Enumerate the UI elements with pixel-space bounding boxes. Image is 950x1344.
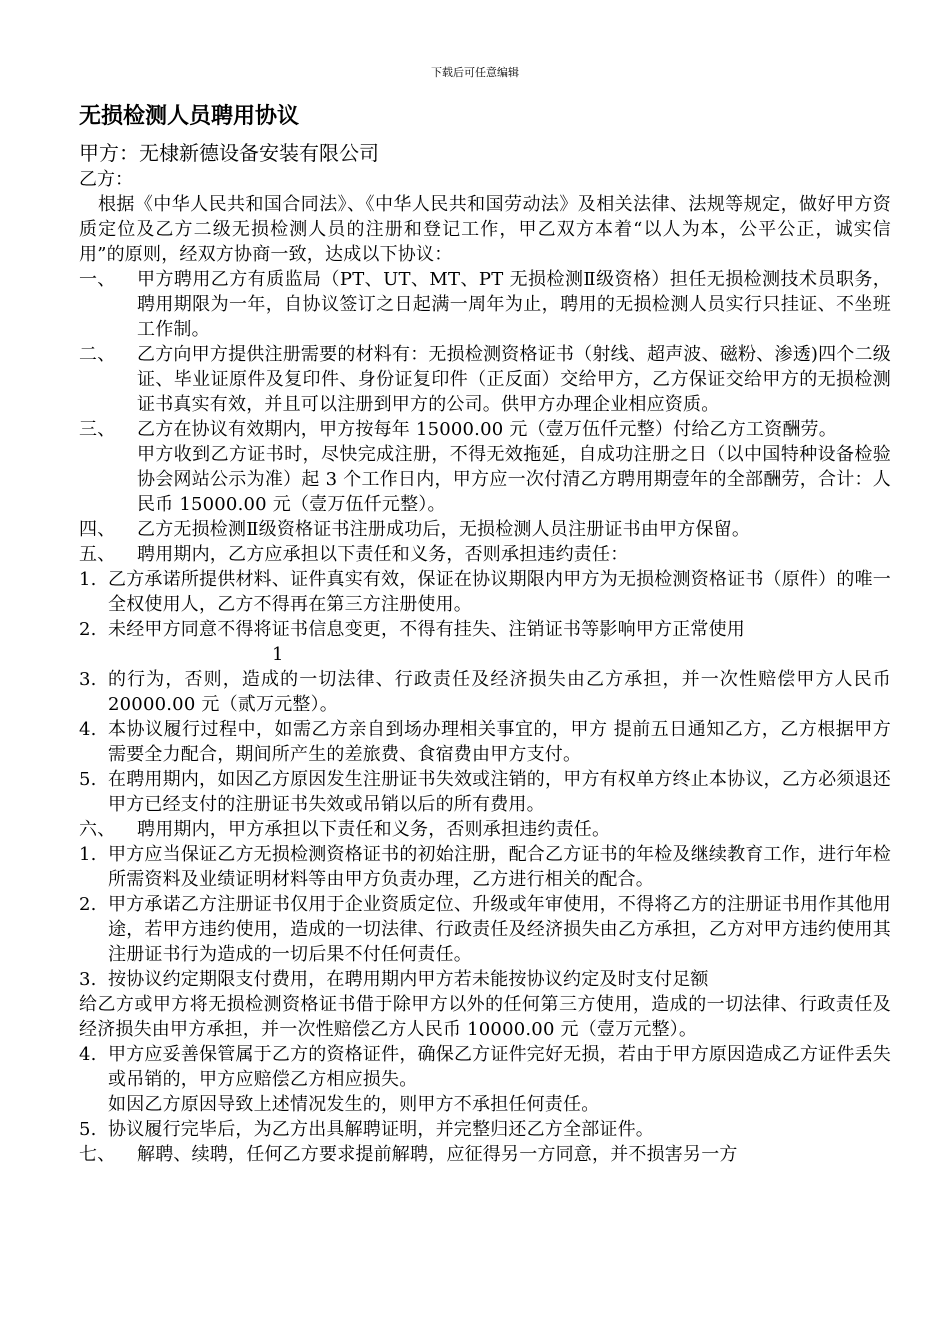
section-3 [79,417,891,442]
item-text: 协议履行完毕后，为乙方出具解聘证明，并完整归还乙方全部证件。 [108,1119,654,1140]
section-text: 解聘、续聘，任何乙方要求提前解聘，应征得另一方同意，并不损害另一方 [137,1144,738,1165]
section-4 [79,517,891,542]
document-title: 无损检测人员聘用协议 [79,103,300,129]
section-6-item-4-extra: 如因乙方原因导致上述情况发生的，则甲方不承担任何责任。 [108,1094,600,1115]
section-number: 一、 [79,269,116,290]
section-number: 二、 [79,344,116,365]
section-6-item-3-continuation: 给乙方或甲方将无损检测资格证书借于除甲方以外的任何第三方使用，造成的一切法律、行政责任及经济损失由甲方承担，并一次性赔偿乙方人民币 10000.00 元（壹万元整）。 [79,994,891,1040]
page-number: 1 [272,644,284,665]
section-5-item-2 [79,617,891,642]
section-number: 七、 [79,1144,116,1165]
page-header: 下载后可任意编辑 [431,66,519,79]
section-6-item-5 [79,1117,891,1142]
section-5-item-1 [79,567,891,617]
item-number: 4. [79,719,97,740]
item-number: 2. [79,894,97,915]
item-text: 未经甲方同意不得将证书信息变更，不得有挂失、注销证书等影响甲方正常使用 [108,619,745,640]
section-5 [79,542,891,567]
section-number: 四、 [79,519,116,540]
section-1 [79,267,891,342]
item-text: 按协议约定期限支付费用，在聘用期内甲方若未能按协议约定及时支付足额 [108,969,709,990]
item-text: 在聘用期内，如因乙方原因发生注册证书失效或注销的，甲方有权单方终止本协议，乙方必须退还甲方已经支付的注册证书失效或吊销以后的所有费用。 [108,769,891,815]
section-7 [79,1142,891,1167]
section-number: 六、 [79,819,116,840]
section-text: 乙方无损检测Ⅱ级资格证书注册成功后，无损检测人员注册证书由甲方保留。 [137,519,751,540]
item-text: 本协议履行过程中，如需乙方亲自到场办理相关事宜的，甲方 提前五日通知乙方，乙方根据甲方需要全力配合，期间所产生的差旅费、食宿费由甲方支付。 [108,719,891,765]
section-6 [79,817,891,842]
section-6-item-2 [79,892,891,967]
section-5-item-4 [79,717,891,767]
item-number: 5. [79,1119,97,1140]
document-body [79,140,891,1167]
item-number: 1. [79,569,97,590]
item-number: 3. [79,669,97,690]
item-number: 3. [79,969,97,990]
section-text: 聘用期内，乙方应承担以下责任和义务，否则承担违约责任： [137,544,629,565]
item-number: 4. [79,1044,97,1065]
item-text: 的行为，否则，造成的一切法律、行政责任及经济损失由乙方承担，并一次性赔偿甲方人民币 20000.00 元（贰万元整）。 [108,669,891,715]
section-6-item-4 [79,1042,891,1092]
intro-paragraph: 根据《中华人民共和国合同法》、《中华人民共和国劳动法》及相关法律、法规等规定，做好甲方资质定位及乙方二级无损检测人员的注册和登记工作，甲乙双方本着“以人为本，公平公正，诚实信用”的原则，经双方协商一致，达成以下协议： [79,194,891,265]
item-text: 甲方应当保证乙方无损检测资格证书的初始注册，配合乙方证书的年检及继续教育工作，进行年检所需资料及业绩证明材料等由甲方负责办理，乙方进行相关的配合。 [108,844,891,890]
section-text: 乙方在协议有效期内，甲方按每年 15000.00 元（壹万伍仟元整）付给乙方工资酬劳。 [137,419,837,440]
party-b: 乙方： [79,169,133,190]
section-text: 聘用期内，甲方承担以下责任和义务，否则承担违约责任。 [137,819,611,840]
item-number: 2. [79,619,97,640]
section-number: 五、 [79,544,116,565]
section-3-extra: 甲方收到乙方证书时，尽快完成注册，不得无效拖延，自成功注册之日（以中国特种设备检验协会网站公示为准）起 3 个工作日内，甲方应一次付清乙方聘用期壹年的全部酬劳，合计：人民币 15000.00 元（壹万伍仟元整）。 [137,444,891,515]
section-2 [79,342,891,417]
section-6-item-3 [79,967,891,992]
item-text: 甲方承诺乙方注册证书仅用于企业资质定位、升级或年审使用，不得将乙方的注册证书用作其他用途，若甲方违约使用，造成的一切法律、行政责任及经济损失由乙方承担，乙方对甲方违约使用其注册证书行为造成的一切后果不付任何责任。 [108,894,891,965]
item-number: 5. [79,769,97,790]
section-text: 乙方向甲方提供注册需要的材料有：无损检测资格证书（射线、超声波、磁粉、渗透)四个二级证、毕业证原件及复印件、身份证复印件（正反面）交给甲方，乙方保证交给甲方的无损检测证书真实有效，并且可以注册到甲方的公司。供甲方办理企业相应资质。 [137,344,891,415]
item-text: 甲方应妥善保管属于乙方的资格证件，确保乙方证件完好无损，若由于甲方原因造成乙方证件丢失或吊销的，甲方应赔偿乙方相应损失。 [108,1044,891,1090]
item-number: 1. [79,844,97,865]
section-number: 三、 [79,419,116,440]
section-5-item-5 [79,767,891,817]
section-text: 甲方聘用乙方有质监局（PT、UT、MT、PT 无损检测Ⅱ级资格）担任无损检测技术员职务，聘用期限为一年，自协议签订之日起满一周年为止，聘用的无损检测人员实行只挂证、不坐班工作制。 [137,269,891,340]
party-a: 甲方：无棣新德设备安装有限公司 [79,141,379,165]
section-5-item-3 [79,667,891,717]
item-text: 乙方承诺所提供材料、证件真实有效，保证在协议期限内甲方为无损检测资格证书（原件）的唯一全权使用人，乙方不得再在第三方注册使用。 [108,569,891,615]
section-6-item-1 [79,842,891,892]
